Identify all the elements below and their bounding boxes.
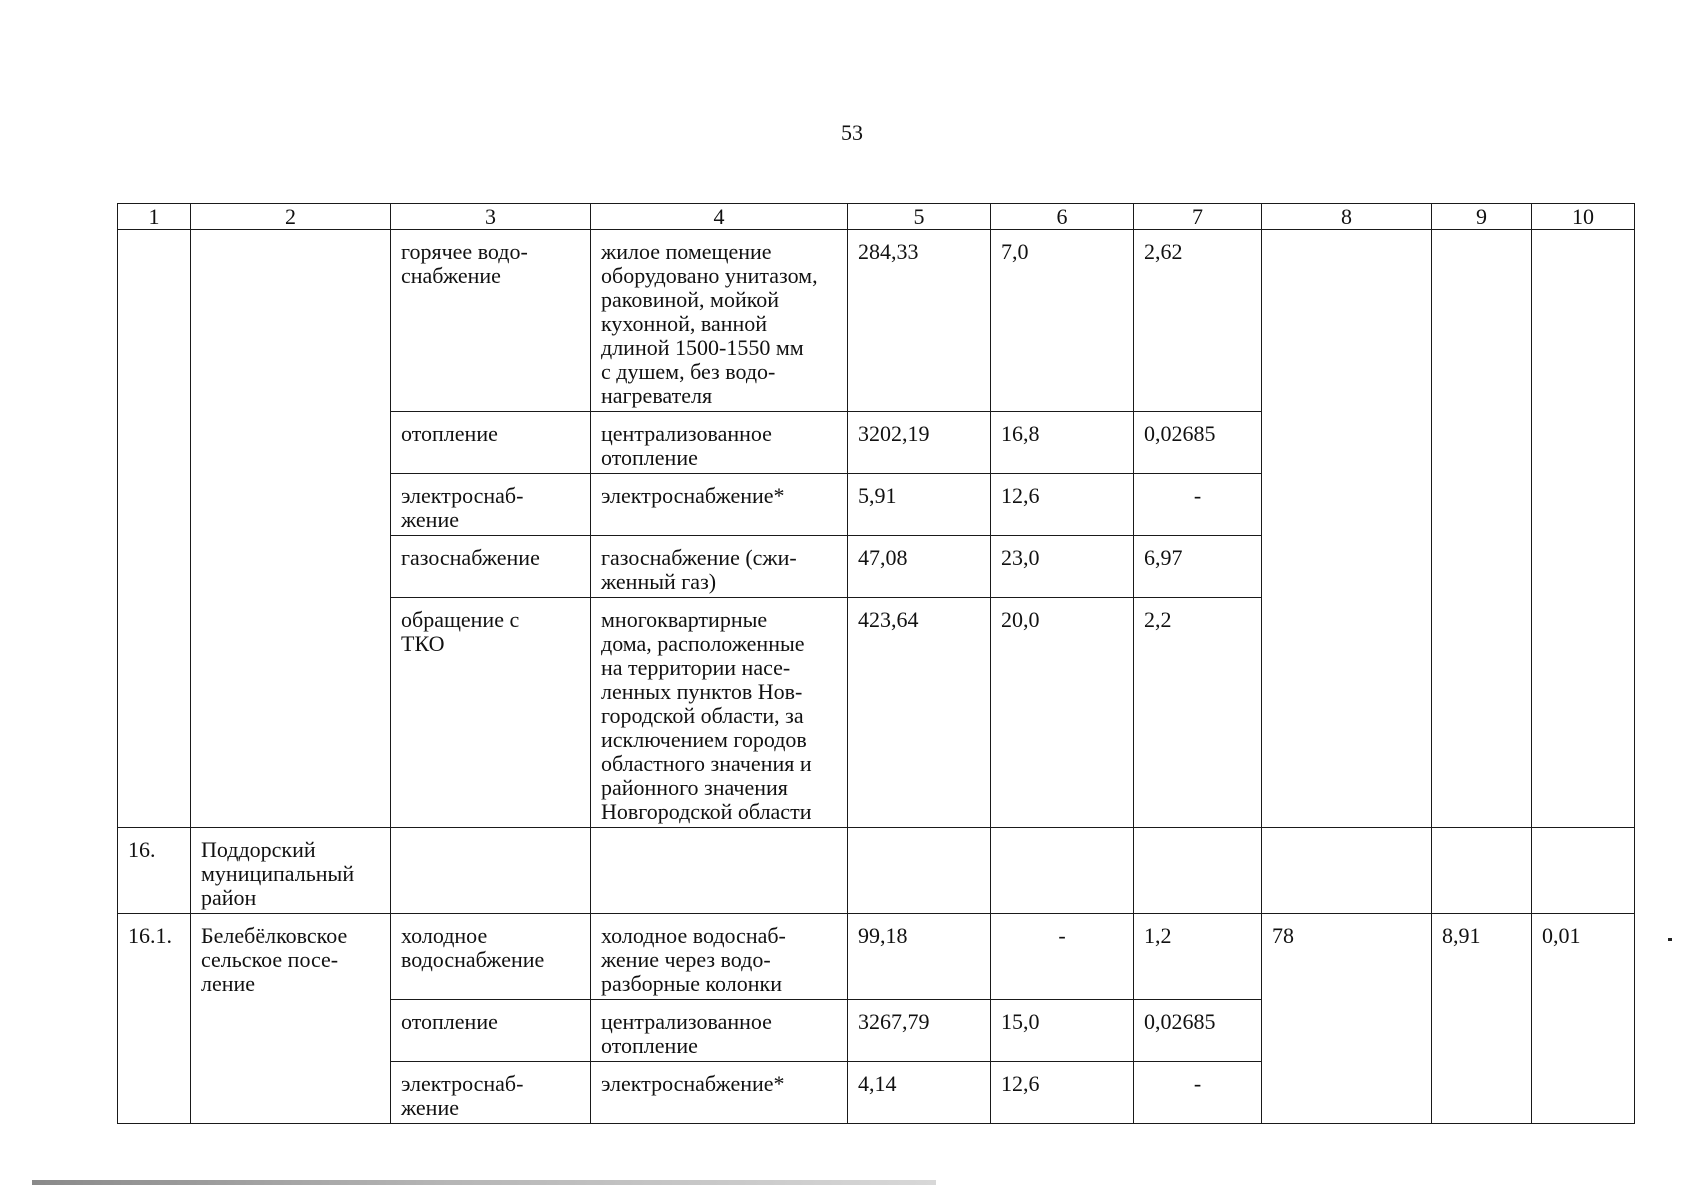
value-cell: 5,91 [848, 474, 991, 536]
value-cell: - [1134, 474, 1262, 536]
value-cell: 15,0 [991, 1000, 1134, 1062]
value-cell [1262, 828, 1432, 914]
column-number-row [118, 204, 1635, 230]
value-cell: 12,6 [991, 1062, 1134, 1124]
value-cell [848, 828, 991, 914]
service-cell: газоснабжение [391, 536, 591, 598]
description-cell [591, 828, 848, 914]
value-cell: 423,64 [848, 598, 991, 828]
service-cell: обращение с ТКО [391, 598, 591, 828]
name-cell: Белебёлковское сельское посе- ление [191, 914, 391, 1124]
value-cell: 16,8 [991, 412, 1134, 474]
row-number-cell [118, 230, 191, 828]
value-cell: 7,0 [991, 230, 1134, 412]
column-number: 9 [1432, 204, 1532, 230]
scan-speck [1668, 938, 1672, 941]
value-cell: 0,02685 [1134, 1000, 1262, 1062]
value-cell: - [1134, 1062, 1262, 1124]
service-cell: горячее водо- снабжение [391, 230, 591, 412]
district-row [118, 828, 1635, 914]
value-cell: 78 [1262, 914, 1432, 1124]
value-cell [1532, 828, 1635, 914]
value-cell: 3202,19 [848, 412, 991, 474]
table-row [118, 914, 1635, 1000]
value-cell [1532, 230, 1635, 828]
value-cell: 23,0 [991, 536, 1134, 598]
name-cell: Поддорский муниципальный район [191, 828, 391, 914]
service-cell: отопление [391, 412, 591, 474]
value-cell: 8,91 [1432, 914, 1532, 1124]
value-cell [1134, 828, 1262, 914]
value-cell [991, 828, 1134, 914]
value-cell [1262, 230, 1432, 828]
name-cell [191, 230, 391, 828]
description-cell: холодное водоснаб- жение через водо- разборные колонки [591, 914, 848, 1000]
value-cell: 99,18 [848, 914, 991, 1000]
service-cell: отопление [391, 1000, 591, 1062]
value-cell: 47,08 [848, 536, 991, 598]
column-number: 8 [1262, 204, 1432, 230]
row-number-cell: 16.1. [118, 914, 191, 1124]
value-cell: - [991, 914, 1134, 1000]
column-number: 2 [191, 204, 391, 230]
description-cell: жилое помещение оборудовано унитазом, раковиной, мойкой кухонной, ванной длиной 1500-1550 мм с душем, без водо- нагревателя [591, 230, 848, 412]
value-cell: 2,2 [1134, 598, 1262, 828]
value-cell: 0,02685 [1134, 412, 1262, 474]
column-number: 5 [848, 204, 991, 230]
column-number: 7 [1134, 204, 1262, 230]
value-cell: 1,2 [1134, 914, 1262, 1000]
table-row [118, 230, 1635, 412]
service-cell [391, 828, 591, 914]
value-cell [1432, 828, 1532, 914]
description-cell: электроснабжение* [591, 474, 848, 536]
column-number: 3 [391, 204, 591, 230]
description-cell: электроснабжение* [591, 1062, 848, 1124]
value-cell: 4,14 [848, 1062, 991, 1124]
description-cell: газоснабжение (сжи- женный газ) [591, 536, 848, 598]
column-number: 1 [118, 204, 191, 230]
column-number: 10 [1532, 204, 1635, 230]
description-cell: централизованное отопление [591, 1000, 848, 1062]
service-cell: электроснаб- жение [391, 474, 591, 536]
description-cell: многоквартирные дома, расположенные на территории насе- ленных пунктов Нов- городской области, за исключением городов областного значения и районного значения Новгородской области [591, 598, 848, 828]
value-cell: 0,01 [1532, 914, 1635, 1124]
value-cell: 284,33 [848, 230, 991, 412]
row-number-cell: 16. [118, 828, 191, 914]
service-cell: холодное водоснабжение [391, 914, 591, 1000]
value-cell: 6,97 [1134, 536, 1262, 598]
value-cell: 20,0 [991, 598, 1134, 828]
scan-edge-rule [32, 1180, 936, 1185]
description-cell: централизованное отопление [591, 412, 848, 474]
column-number: 6 [991, 204, 1134, 230]
value-cell: 2,62 [1134, 230, 1262, 412]
value-cell: 12,6 [991, 474, 1134, 536]
tariff-table [117, 203, 1635, 1124]
value-cell [1432, 230, 1532, 828]
page-number: 53 [841, 120, 863, 145]
service-cell: электроснаб- жение [391, 1062, 591, 1124]
column-number: 4 [591, 204, 848, 230]
value-cell: 3267,79 [848, 1000, 991, 1062]
